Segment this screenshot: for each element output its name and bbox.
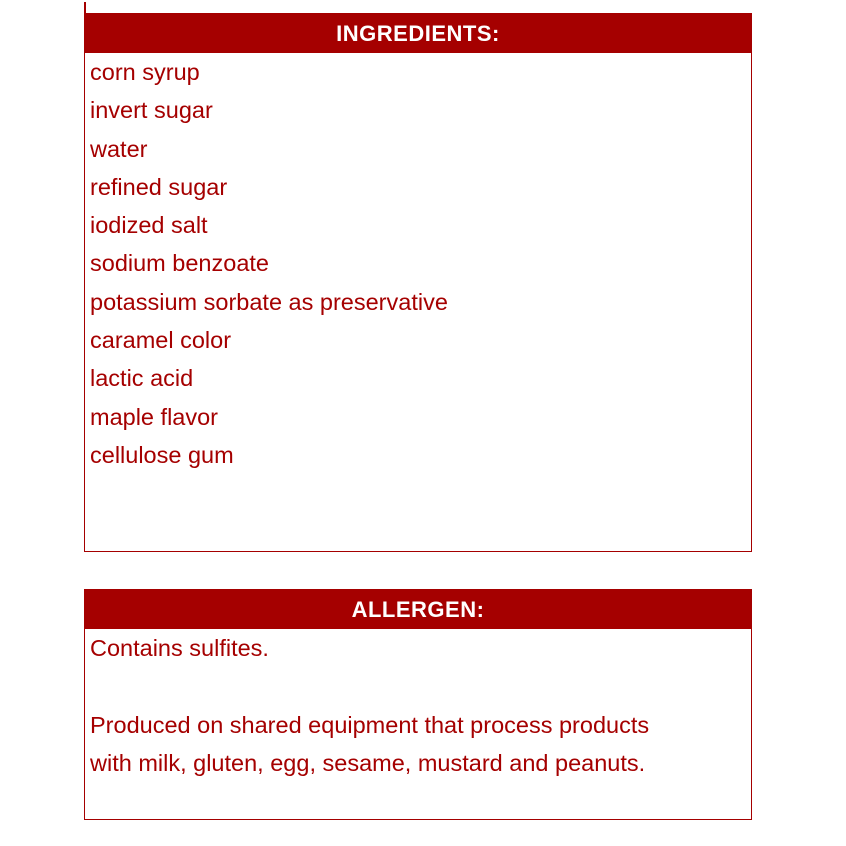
ingredient-item: invert sugar — [90, 97, 213, 124]
ingredient-item: refined sugar — [90, 173, 228, 200]
ingredient-item: potassium sorbate as preservative — [90, 288, 448, 315]
ingredients-title: INGREDIENTS: — [85, 14, 751, 53]
allergen-spacer — [85, 667, 751, 705]
allergen-panel — [84, 589, 752, 820]
ingredient-item: water — [90, 135, 148, 162]
allergen-shared-equipment-line-1: Produced on shared equipment that process products — [90, 711, 650, 738]
ingredient-item: lactic acid — [90, 365, 194, 392]
ingredient-item: cellulose gum — [90, 441, 234, 468]
ingredient-item: maple flavor — [90, 403, 218, 430]
allergen-contains-text: Contains sulfites. — [90, 635, 269, 661]
allergen-shared-equipment-line-2: with milk, gluten, egg, sesame, mustard and peanuts. — [90, 749, 646, 776]
ingredients-list — [85, 53, 751, 474]
ingredient-item: iodized salt — [90, 212, 208, 239]
ingredient-item: corn syrup — [90, 59, 200, 85]
ingredient-item: caramel color — [90, 327, 232, 354]
ingredient-item: sodium benzoate — [90, 250, 269, 277]
ingredients-panel — [84, 13, 752, 552]
allergen-title: ALLERGEN: — [85, 590, 751, 629]
